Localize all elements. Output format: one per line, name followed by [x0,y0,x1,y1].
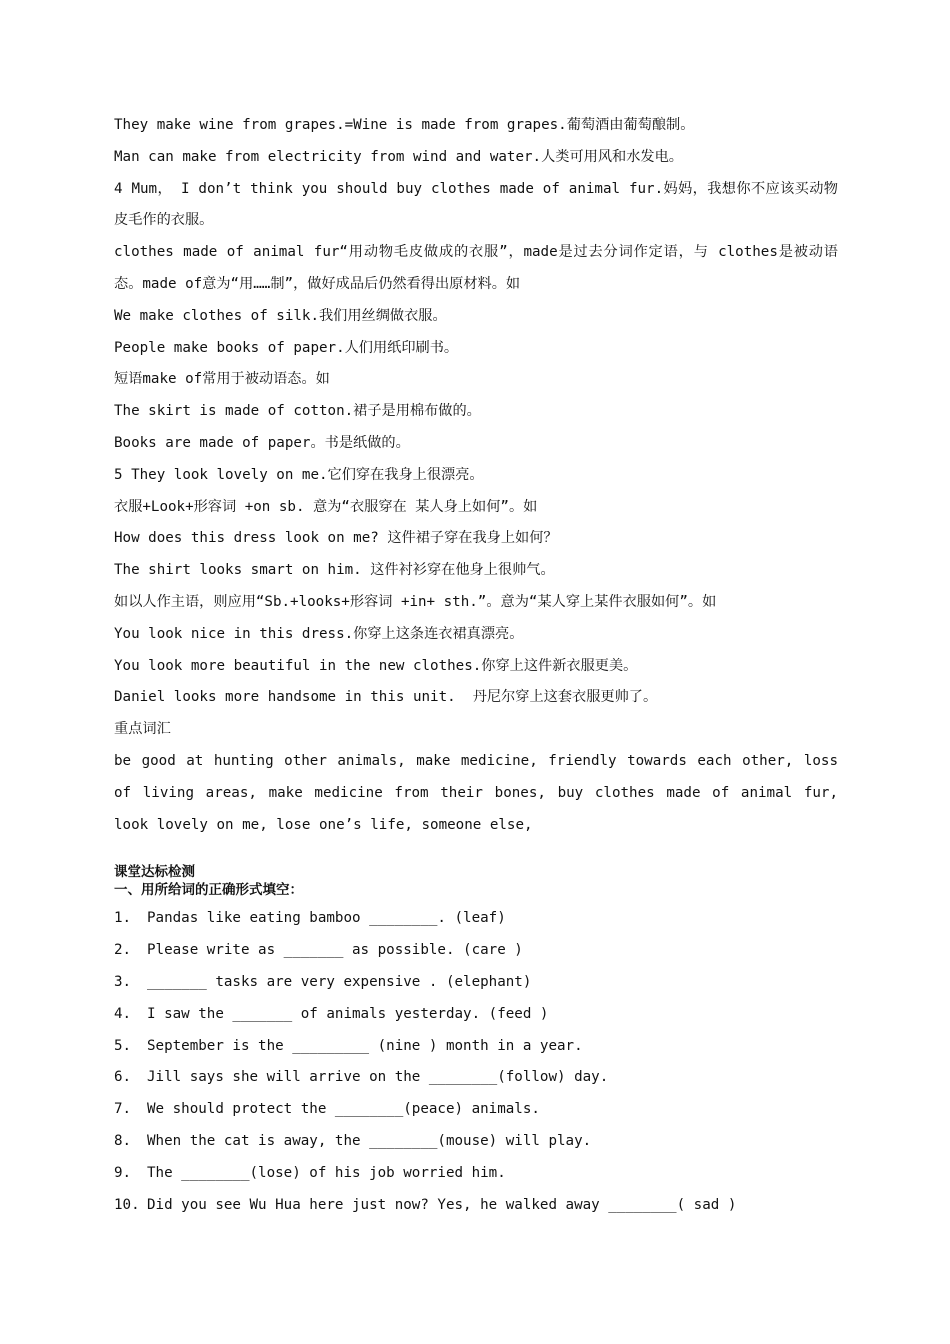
document-page [114,110,838,1221]
note-line: Man can make from electricity from wind and water.人类可用风和水发电。 [114,148,683,165]
exercise-number: 1. [114,910,132,927]
note-line: 如以人作主语，则应用“Sb.+looks+形容词 +in+ sth.”。意为“某人穿上某件衣服如何”。如 [114,593,717,610]
note-line: We make clothes of silk.我们用丝绸做衣服。 [114,307,447,324]
note-paragraph: clothes made of animal fur“用动物毛皮做成的衣服”，made是过去分词作定语，与 clothes是被动语态。made of意为“用……制”，做好成品后仍然看得出原材料。如 [114,244,838,292]
exercise-item [114,903,838,935]
exercise-item [114,1062,838,1094]
exercise-text: Please write as _______ as possible. (care ) [147,942,523,959]
exercise-item [114,999,838,1031]
exercise-number: 3. [114,973,132,990]
exercise-text: _______ tasks are very expensive . (elephant) [147,973,532,990]
section-subtitle: 一、用所给词的正确形式填空： [114,882,303,899]
exercise-number: 2. [114,942,132,959]
exercise-item [114,935,838,967]
exercise-item [114,1031,838,1063]
exercise-text: I saw the _______ of animals yesterday. (feed ) [147,1005,549,1022]
exercise-item [114,1190,838,1222]
exercise-text: September is the _________ (nine ) month in a year. [147,1037,583,1054]
note-line: People make books of paper.人们用纸印刷书。 [114,339,459,356]
note-line: The skirt is made of cotton.裙子是用棉布做的。 [114,403,481,420]
exercise-item [114,1094,838,1126]
vocabulary-heading: 重点词汇 [114,721,171,738]
exercise-item [114,1126,838,1158]
vocabulary-list: be good at hunting other animals, make medicine, friendly towards each other, loss of living areas, make medicine from their bones, buy clothes made of animal fur, look lovely on me, lose one’s life, someone else, [114,752,838,833]
exercise-number: 10. [114,1196,140,1213]
exercise-number: 9. [114,1164,132,1181]
exercise-item [114,1158,838,1190]
exercise-item [114,967,838,999]
note-paragraph: 4 Mum， I don’t think you should buy clothes made of animal fur.妈妈，我想你不应该买动物皮毛作的衣服。 [114,180,838,229]
note-line: 衣服+Look+形容词 +on sb. 意为“衣服穿在 某人身上如何”。如 [114,498,538,515]
note-line: How does this dress look on me? 这件裙子穿在我身上如何？ [114,530,558,547]
exercise-text: Jill says she will arrive on the ________(follow) day. [147,1069,609,1086]
exercise-text: We should protect the ________(peace) animals. [147,1101,540,1118]
exercise-text: Pandas like eating bamboo ________. (leaf) [147,910,506,927]
exercise-number: 5. [114,1037,132,1054]
exercise-text: Did you see Wu Hua here just now? Yes, he walked away ________( sad ) [147,1196,737,1213]
note-line: The shirt looks smart on him. 这件衬衫穿在他身上很帅气。 [114,562,555,579]
note-line: Books are made of paper。书是纸做的。 [114,434,410,451]
exercise-text: When the cat is away, the ________(mouse) will play. [147,1132,592,1149]
note-line: 5 They look lovely on me.它们穿在我身上很漂亮。 [114,466,484,483]
section-title: 课堂达标检测 [114,864,195,881]
exercise-text: The ________(lose) of his job worried him. [147,1164,506,1181]
exercise-number: 4. [114,1005,132,1022]
note-line: You look more beautiful in the new clothes.你穿上这件新衣服更美。 [114,657,638,674]
note-line: Daniel looks more handsome in this unit. 丹尼尔穿上这套衣服更帅了。 [114,689,658,706]
exercise-number: 7. [114,1101,132,1118]
exercise-number: 8. [114,1132,132,1149]
exercise-number: 6. [114,1069,132,1086]
note-line: They make wine from grapes.=Wine is made from grapes.葡萄酒由葡萄酿制。 [114,117,695,133]
note-line: You look nice in this dress.你穿上这条连衣裙真漂亮。 [114,625,524,642]
note-line: 短语make of常用于被动语态。如 [114,371,330,388]
